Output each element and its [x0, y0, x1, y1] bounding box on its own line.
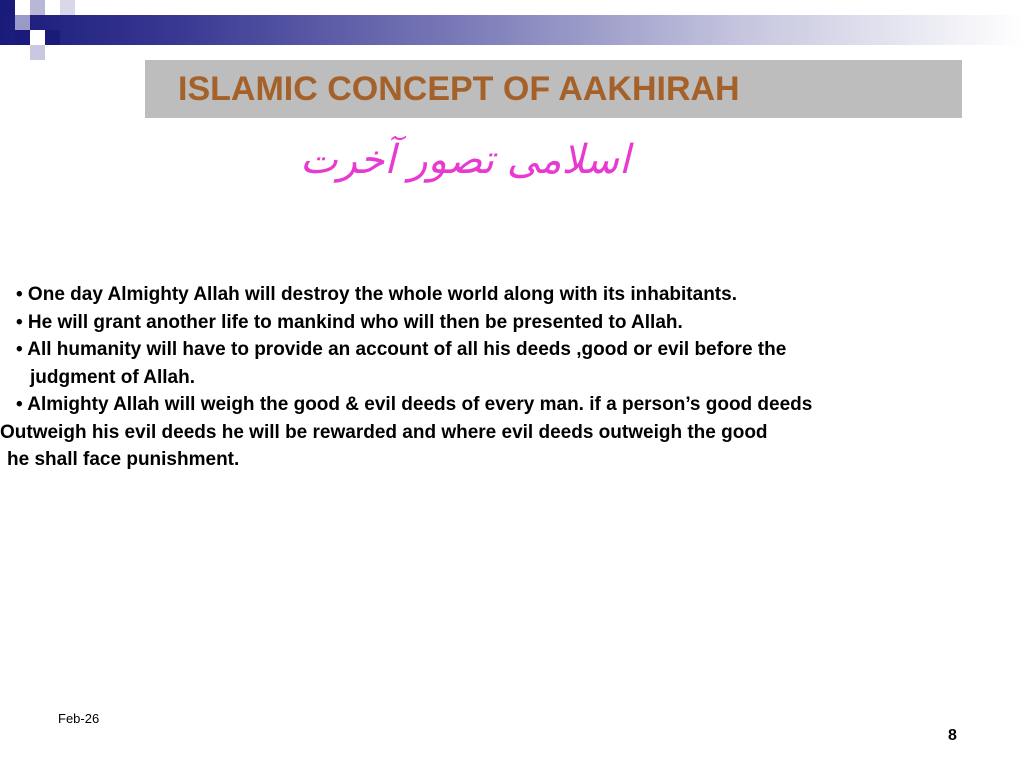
bullet-line: • Almighty Allah will weigh the good & evil deeds of every man. if a person’s good deeds: [16, 394, 813, 415]
decorative-square: [45, 0, 60, 15]
decorative-square: [0, 0, 15, 15]
bullet-line: • All humanity will have to provide an account of all his deeds ,good or evil before the: [16, 339, 787, 360]
continuation-line: judgment of Allah.: [30, 366, 196, 388]
urdu-title: اسلامی تصور آخرت: [299, 137, 630, 183]
decorative-square: [30, 30, 45, 45]
decorative-square: [60, 0, 75, 15]
slide-title: ISLAMIC CONCEPT OF AAKHIRAH: [178, 70, 740, 108]
bullet-line: • One day Almighty Allah will destroy the whole world along with its inhabitants.: [16, 284, 737, 305]
bullet-line: • He will grant another life to mankind who will then be presented to Allah.: [16, 311, 683, 333]
decorative-square: [15, 15, 30, 30]
decorative-square: [15, 0, 30, 15]
slide-body: [0, 281, 1016, 474]
decorative-square: [30, 45, 45, 60]
continuation-line: he shall face punishment.: [7, 449, 240, 470]
header-gradient-band: [0, 15, 1024, 45]
footer-date: Feb-26: [58, 711, 100, 726]
page-number: 8: [948, 727, 957, 744]
decorative-square: [30, 0, 45, 15]
decorative-square: [15, 30, 30, 45]
title-box: [145, 60, 962, 118]
continuation-line: Outweigh his evil deeds he will be rewarded and where evil deeds outweigh the good: [0, 421, 768, 443]
decorative-square: [45, 30, 60, 45]
